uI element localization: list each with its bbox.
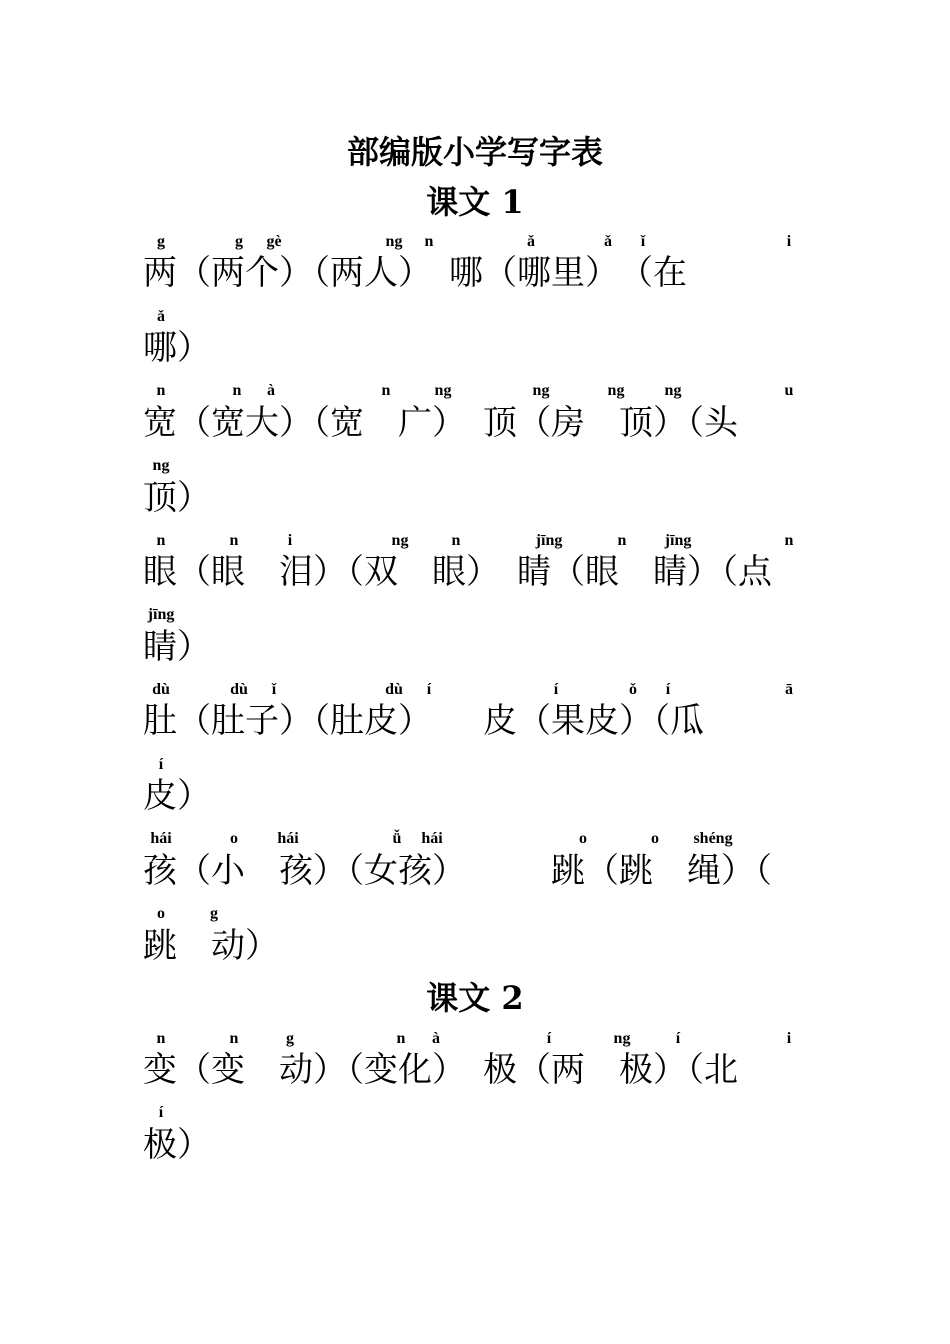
pinyin: u: [784, 382, 794, 399]
pinyin: ng: [391, 532, 409, 549]
hanzi-line: 睛）: [143, 627, 211, 667]
hanzi-line: 跳 动）: [143, 926, 279, 966]
pinyin: n: [156, 382, 166, 399]
pinyin: n: [229, 532, 239, 549]
pinyin: g: [210, 905, 218, 922]
hanzi-line: 顶）: [143, 478, 211, 518]
pinyin: jīng: [147, 606, 175, 623]
pinyin: n: [381, 382, 391, 399]
pinyin: o: [579, 830, 587, 847]
pinyin: í: [546, 1030, 552, 1047]
pinyin: ǐ: [640, 233, 646, 250]
pinyin: hái: [421, 830, 443, 847]
pinyin: i: [287, 532, 293, 549]
pinyin: n: [229, 1030, 239, 1047]
pinyin: dù: [152, 681, 170, 698]
pinyin: o: [651, 830, 659, 847]
hanzi-line: 宽（宽大）（宽 广） 顶（房 顶）（头: [143, 403, 738, 443]
pinyin: í: [158, 1104, 164, 1121]
pinyin: ǚ: [392, 830, 402, 847]
pinyin: ng: [532, 382, 550, 399]
pinyin: g: [286, 1030, 294, 1047]
pinyin: í: [675, 1030, 681, 1047]
pinyin: shéng: [693, 830, 733, 847]
pinyin: jīng: [535, 532, 563, 549]
pinyin: o: [230, 830, 238, 847]
hanzi-line: 皮）: [143, 776, 211, 816]
pinyin: ng: [152, 457, 170, 474]
pinyin: ng: [613, 1030, 631, 1047]
pinyin: jīng: [664, 532, 692, 549]
hanzi-line: 变（变 动）（变化） 极（两 极）（北: [143, 1050, 738, 1090]
pinyin: dù: [385, 681, 403, 698]
pinyin: í: [553, 681, 559, 698]
hanzi-line: 两（两个）（两人） 哪（哪里） （在: [143, 253, 687, 293]
pinyin: ǎ: [604, 233, 612, 250]
pinyin: í: [426, 681, 432, 698]
pinyin: n: [156, 532, 166, 549]
hanzi-line: 哪）: [143, 328, 211, 368]
pinyin: í: [158, 756, 164, 773]
page-title: 部编版小学写字表: [346, 133, 603, 171]
pinyin: n: [156, 1030, 166, 1047]
pinyin: ǐ: [271, 681, 277, 698]
hanzi-line: 肚（肚子）（肚皮） 皮（果皮）（瓜: [143, 701, 704, 741]
lesson-heading-2: 课文 2: [426, 979, 524, 1017]
pinyin: ā: [785, 681, 793, 698]
pinyin: à: [432, 1030, 440, 1047]
pinyin: í: [665, 681, 671, 698]
pinyin: n: [396, 1030, 406, 1047]
pinyin: ng: [664, 382, 682, 399]
pinyin: ng: [434, 382, 452, 399]
lesson-heading-1: 课文 1: [426, 183, 524, 221]
pinyin: n: [784, 532, 794, 549]
pinyin: ǎ: [527, 233, 535, 250]
pinyin: i: [786, 1030, 792, 1047]
pinyin: hái: [277, 830, 299, 847]
pinyin: ng: [385, 233, 403, 250]
pinyin: gè: [266, 233, 282, 250]
pinyin: o: [157, 905, 165, 922]
pinyin: g: [235, 233, 243, 250]
pinyin: i: [786, 233, 792, 250]
pinyin: n: [617, 532, 627, 549]
hanzi-line: 极）: [143, 1125, 211, 1165]
pinyin: ng: [607, 382, 625, 399]
pinyin: g: [157, 233, 165, 250]
pinyin: ǒ: [629, 681, 637, 698]
pinyin: n: [232, 382, 242, 399]
pinyin: hái: [150, 830, 172, 847]
hanzi-line: 眼（眼 泪）（双 眼） 睛（眼 睛）（点: [143, 552, 772, 592]
pinyin: n: [424, 233, 434, 250]
pinyin: n: [451, 532, 461, 549]
pinyin: dù: [230, 681, 248, 698]
pinyin: ǎ: [157, 308, 165, 325]
hanzi-line: 孩（小 孩）（女孩） 跳（跳 绳）（: [143, 851, 772, 891]
pinyin: à: [267, 382, 275, 399]
